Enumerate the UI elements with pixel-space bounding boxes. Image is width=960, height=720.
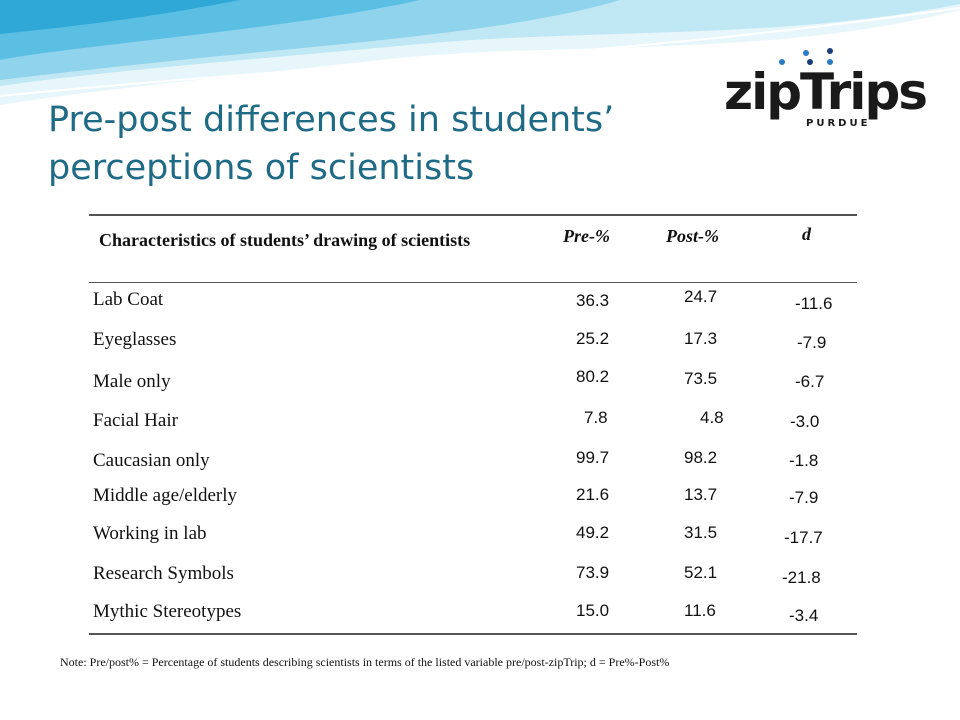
row-label: Research Symbols [93, 563, 234, 584]
header-d: d [802, 224, 811, 244]
table-row [0, 563, 960, 593]
row-d-value: -7.9 [789, 488, 819, 507]
row-post-value: 52.1 [684, 563, 718, 582]
table-top-rule [89, 214, 857, 216]
row-pre-value: 21.6 [576, 485, 610, 504]
table-row [0, 329, 960, 359]
table-bottom-rule [89, 633, 857, 635]
row-pre-value: 7.8 [584, 408, 608, 427]
row-post-value: 11.6 [684, 601, 716, 620]
table-row [0, 369, 960, 399]
title-line-1: Pre-post differences in students’ [48, 100, 615, 140]
row-label: Mythic Stereotypes [93, 601, 242, 622]
header-characteristic: Characteristics of students’ drawing of scientists [99, 230, 471, 250]
header-pre: Pre-% [563, 226, 610, 246]
row-post-value: 4.8 [700, 408, 724, 427]
row-d-value: -17.7 [784, 528, 823, 547]
table-note: Note: Pre/post% = Percentage of students describing scientists in terms of the listed variable pre/post-zipTrip; d = Pre%-Post% [60, 655, 670, 669]
row-post-value: 31.5 [684, 523, 718, 542]
logo-dot [803, 50, 809, 56]
row-d-value: -11.6 [795, 294, 833, 313]
row-d-value: -21.8 [782, 568, 821, 587]
table-row [0, 448, 960, 478]
row-d-value: -3.0 [790, 412, 820, 431]
row-label: Middle age/elderly [93, 485, 238, 506]
row-post-value: 17.3 [684, 329, 718, 348]
header-post: Post-% [666, 226, 719, 246]
row-label: Working in lab [93, 523, 207, 544]
table-row [0, 601, 960, 631]
row-d-value: -1.8 [789, 451, 819, 470]
row-pre-value: 80.2 [576, 367, 610, 386]
table-row [0, 408, 960, 438]
row-d-value: -7.9 [797, 333, 827, 352]
table-row [0, 289, 960, 319]
row-pre-value: 73.9 [576, 563, 610, 582]
row-post-value: 24.7 [684, 287, 718, 306]
row-d-value: -3.4 [789, 606, 819, 625]
row-label: Male only [93, 371, 171, 392]
ziptrips-logo [720, 48, 926, 132]
row-pre-value: 49.2 [576, 523, 610, 542]
table-row [0, 523, 960, 553]
logo-subtext: PURDUE [806, 118, 871, 129]
row-label: Eyeglasses [93, 329, 177, 350]
row-post-value: 73.5 [684, 369, 718, 388]
title-line-2: perceptions of scientists [48, 148, 475, 188]
row-label: Caucasian only [93, 450, 210, 471]
row-label: Facial Hair [93, 410, 178, 431]
row-d-value: -6.7 [795, 372, 825, 391]
row-pre-value: 36.3 [576, 291, 610, 310]
row-post-value: 13.7 [684, 485, 718, 504]
row-pre-value: 15.0 [576, 601, 610, 620]
logo-wordmark: zipTrips [724, 63, 926, 121]
row-pre-value: 99.7 [576, 448, 610, 467]
table-header-rule [89, 282, 857, 283]
row-pre-value: 25.2 [576, 329, 610, 348]
row-post-value: 98.2 [684, 448, 718, 467]
row-label: Lab Coat [93, 289, 164, 310]
slide-title [48, 96, 688, 192]
table-row [0, 485, 960, 515]
logo-dot [827, 48, 833, 54]
